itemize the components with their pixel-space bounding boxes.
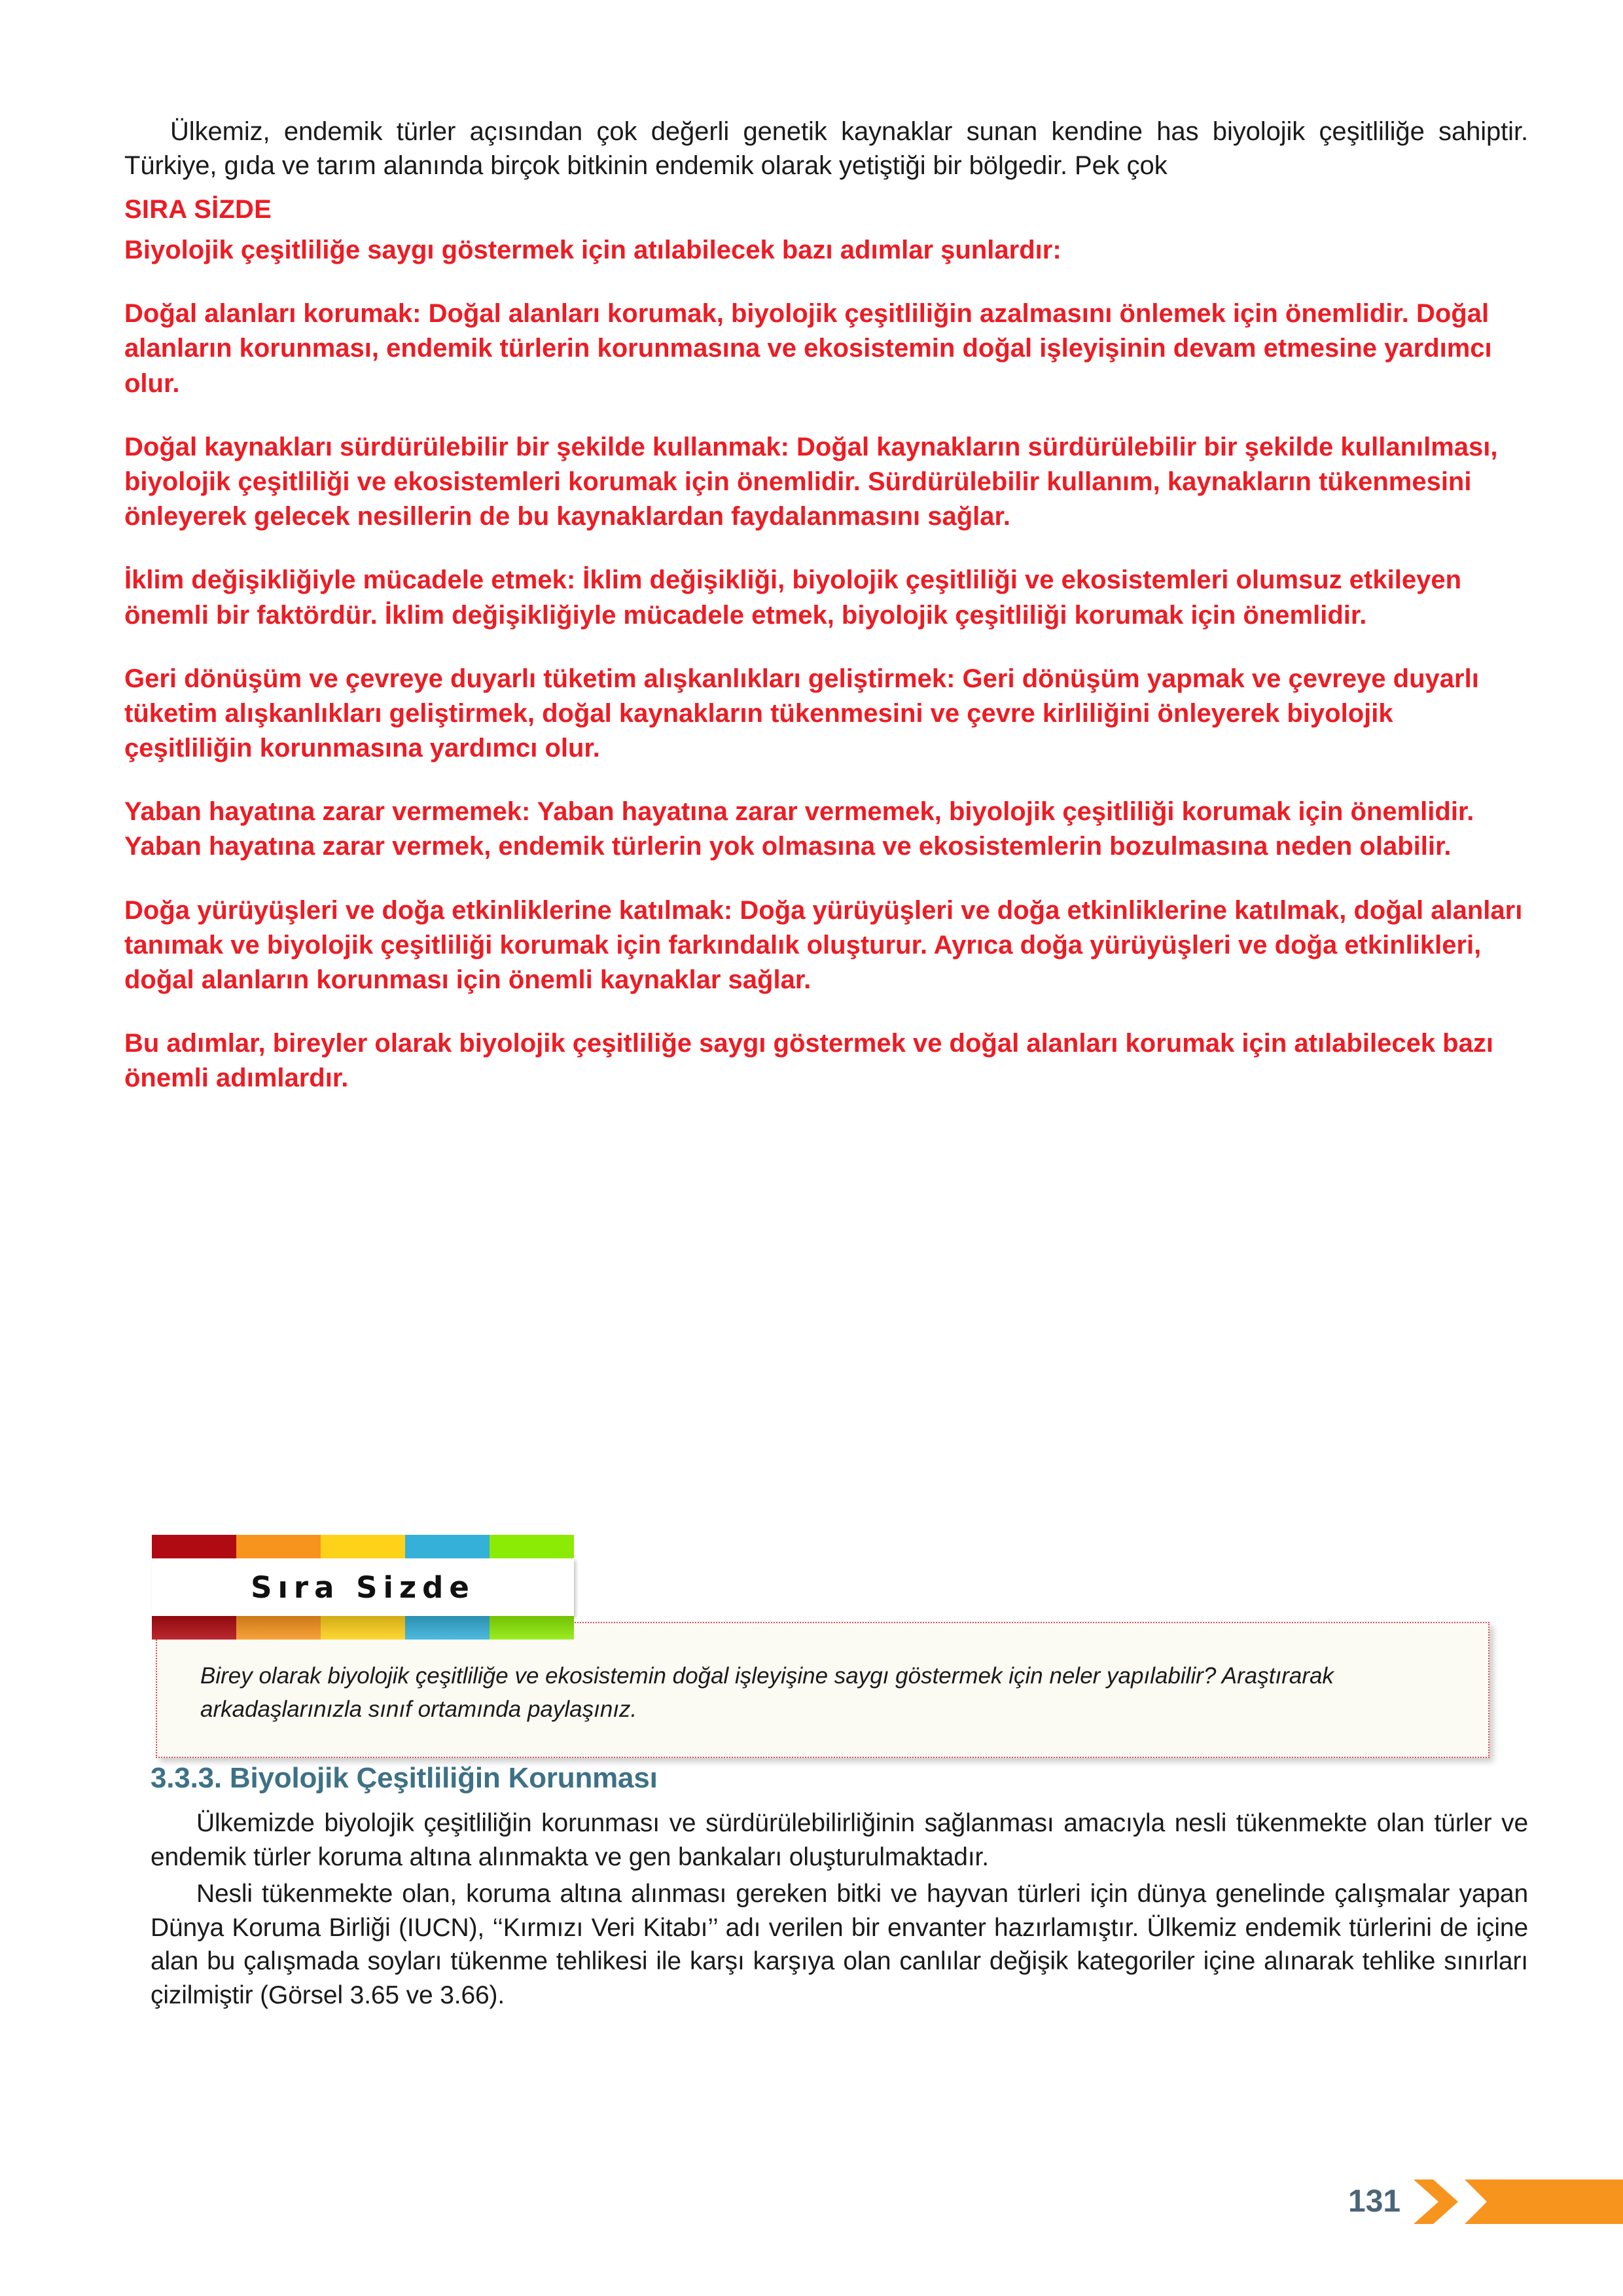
red-highlight-block — [124, 195, 1528, 1096]
intro-section — [124, 115, 1528, 183]
activity-callout-box — [156, 1622, 1489, 1758]
color-swatch-green — [490, 1616, 574, 1640]
section-body — [151, 1806, 1528, 2015]
color-swatch-red — [152, 1535, 236, 1558]
activity-question-text: Birey olarak biyolojik çeşitliliğe ve ekosistemin doğal işleyişine saygı göstermek için neler yapılabilir? Araştırarak arkadaşlarınızla sınıf ortamında paylaşınız. — [200, 1663, 1334, 1722]
red-paragraph-5: Yaban hayatına zarar vermemek: Yaban hayatına zarar vermemek, biyolojik çeşitliliği korumak için önemlidir. Yaban hayatına zarar vermek, endemik türlerin yok olmasına ve ekosistemlerin bozulmasına neden olabilir. — [124, 797, 1474, 861]
red-paragraph-1: Doğal alanları korumak: Doğal alanları korumak, biyolojik çeşitliliğin azalmasını önlemek için önemlidir. Doğal alanların korunması, endemik türlerin korunmasına ve ekosistemin doğal işleyişinin devam etmesine yardımcı olur. — [124, 299, 1492, 398]
chevron-band-icon — [1465, 2179, 1623, 2224]
red-paragraph-7: Bu adımlar, bireyler olarak biyolojik çeşitliliğe saygı göstermek ve doğal alanları korumak için atılabilecek bazı önemli adımlardır. — [124, 1029, 1493, 1093]
red-lead-paragraph: Biyolojik çeşitliliğe saygı göstermek için atılabilecek bazı adımlar şunlardır: — [124, 236, 1061, 264]
sira-sizde-color-bar-bottom — [152, 1616, 574, 1640]
color-swatch-yellow — [321, 1535, 405, 1558]
body-paragraph-1-text: Ülkemizde biyolojik çeşitliliğin korunması ve sürdürülebilirliğinin sağlanması amacıyla nesli tükenmekte olan türler ve endemik türler koruma altına alınmakta ve gen bankaları oluşturulmaktadır. — [151, 1809, 1528, 1871]
color-swatch-red — [152, 1616, 236, 1640]
color-swatch-orange — [236, 1616, 321, 1640]
color-swatch-green — [490, 1535, 574, 1558]
red-paragraph-2: Doğal kaynakları sürdürülebilir bir şekilde kullanmak: Doğal kaynakların sürdürülebilir bir şekilde kullanılması, biyolojik çeşitliliği ve ekosistemleri korumak için önemlidir. Sürdürülebilir kullanım, kaynakların tükenmesini önleyerek gelecek nesillerin de bu kaynaklardan faydalanmasını sağlar. — [124, 432, 1498, 531]
sira-sizde-color-bar-top — [152, 1535, 574, 1558]
color-swatch-yellow — [321, 1616, 405, 1640]
color-swatch-blue — [405, 1616, 490, 1640]
sira-sizde-label: Sıra Sizde — [152, 1558, 574, 1616]
intro-paragraph-text: Ülkemiz, endemik türler açısından çok değerli genetik kaynaklar sunan kendine has biyolojik çeşitliliğe sahiptir. Türkiye, gıda ve tarım alanında birçok bitkinin endemik olarak yetiştiği bir bölgedir. Pek çok — [124, 117, 1528, 180]
body-paragraph-1 — [151, 1806, 1528, 1874]
page-footer — [1348, 2172, 1406, 2232]
red-paragraph-3: İklim değişikliğiyle mücadele etmek: İklim değişikliği, biyolojik çeşitliliği ve ekosistemleri olumsuz etkileyen önemli bir faktördür. İklim değişikliğiyle mücadele etmek, biyolojik çeşitliliği korumak için önemlidir. — [124, 565, 1462, 630]
body-paragraph-2 — [151, 1877, 1528, 2013]
body-paragraph-2-text: Nesli tükenmekte olan, koruma altına alınması gereken bitki ve hayvan türleri için dünya genelinde çalışmalar yapan Dünya Koruma Birliği (IUCN), ‘‘Kırmızı Veri Kitabı’’ adı verilen bir envanter hazırlamıştır. Ülkemiz endemik türlerini de içine alan bu çalışmada soyları tükenme tehlikesi ile karşı karşıya olan canlılar değişik kategoriler içine alınarak tehlike sınırları çizilmiştir (Görsel 3.65 ve 3.66). — [151, 1879, 1528, 2010]
intro-paragraph — [124, 115, 1528, 183]
red-paragraph-4: Geri dönüşüm ve çevreye duyarlı tüketim alışkanlıkları geliştirmek: Geri dönüşüm yapmak ve çevreye duyarlı tüketim alışkanlıkları geliştirmek, doğal kaynakların tükenmesini ve çevre kirliliğini önleyerek biyolojik çeşitliliğin korunmasına yardımcı olur. — [124, 664, 1479, 763]
sira-sizde-kicker: SIRA SİZDE — [124, 195, 272, 224]
color-swatch-orange — [236, 1535, 321, 1558]
sira-sizde-emblem — [152, 1535, 574, 1640]
color-swatch-blue — [405, 1535, 490, 1558]
section-heading: 3.3.3. Biyolojik Çeşitliliğin Korunması — [151, 1762, 658, 1794]
red-paragraph-6: Doğa yürüyüşleri ve doğa etkinliklerine katılmak: Doğa yürüyüşleri ve doğa etkinliklerine katılmak, doğal alanları tanımak ve biyolojik çeşitliliği korumak için farkındalık oluşturur. Ayrıca doğa yürüyüşleri ve doğa etkinlikleri, doğal alanların korunması için önemli kaynaklar sağlar. — [124, 895, 1523, 994]
page-number: 131 — [1348, 2184, 1401, 2219]
